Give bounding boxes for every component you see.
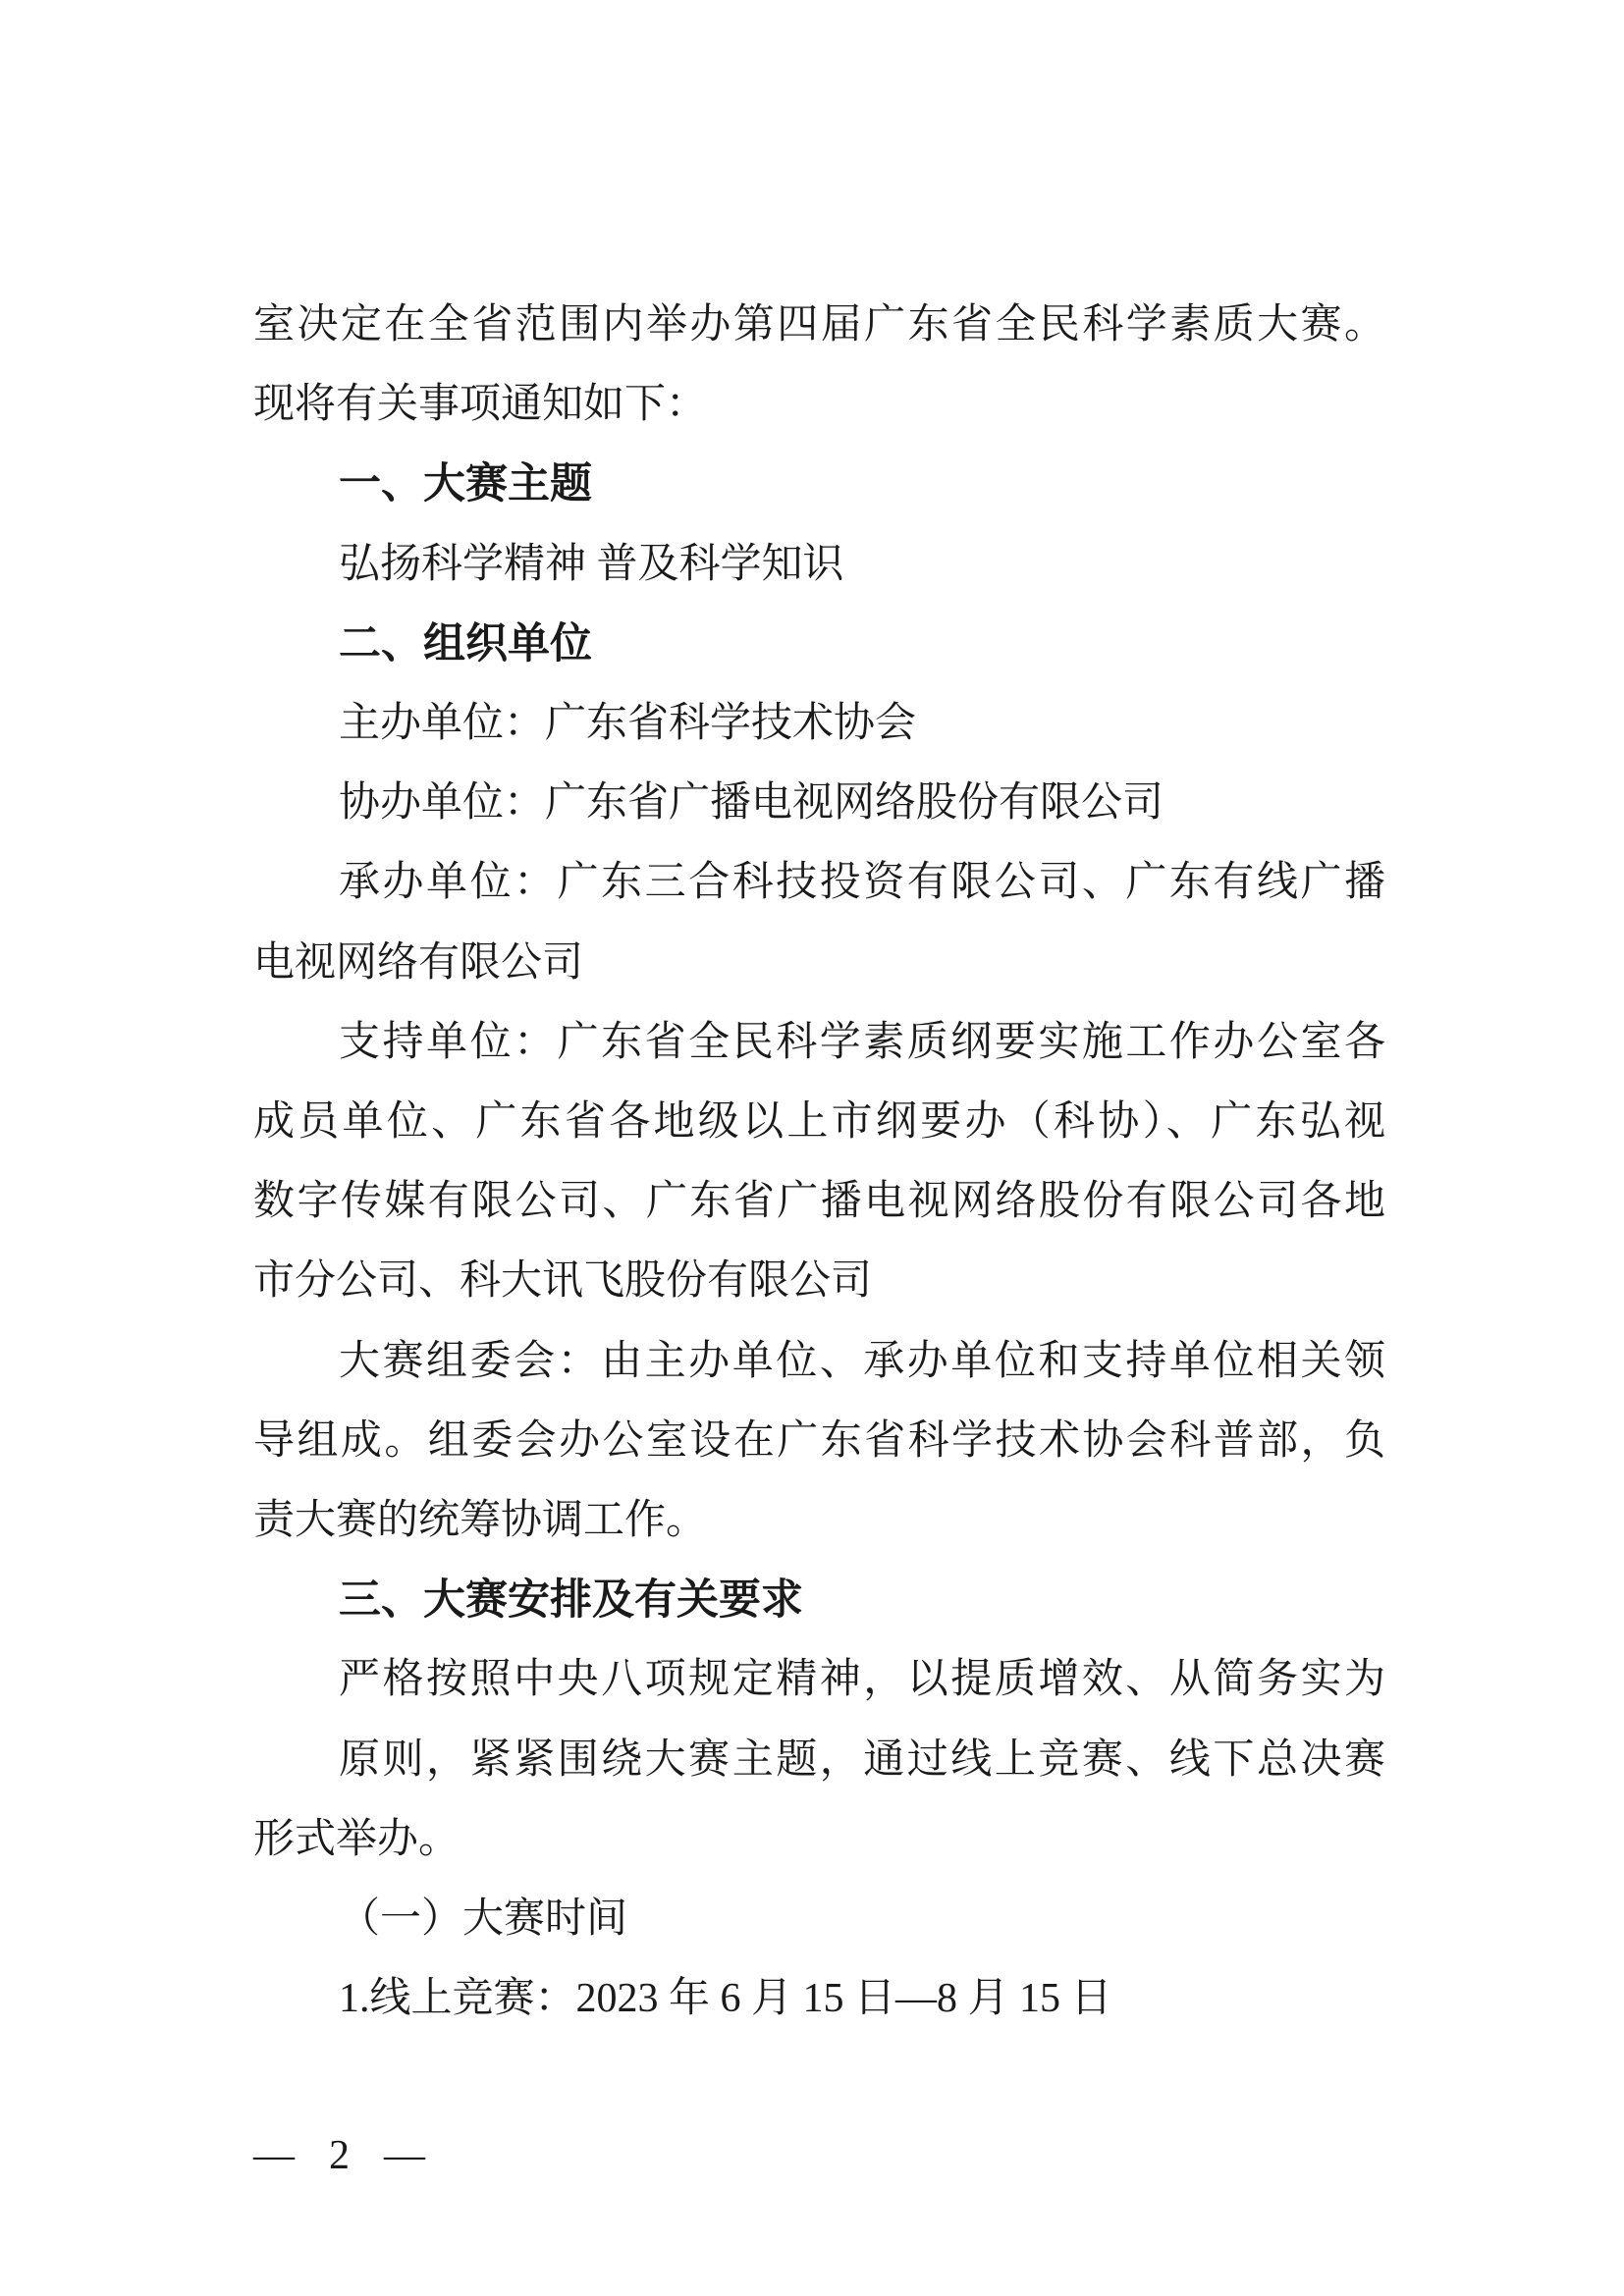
text-line: 1.线上竞赛：2023 年 6 月 15 日—8 月 15 日 [339, 1976, 1112, 2021]
section-heading: 一、大赛主题 [339, 460, 592, 507]
text-line: 严格按照中央八项规定精神，以提质增效、从简务实为 [339, 1657, 1385, 1702]
text-line: 电视网络有限公司 [253, 940, 584, 986]
text-line: 室决定在全省范围内举办第四届广东省全民科学素质大赛。 [253, 302, 1385, 347]
text-line: 承办单位：广东三合科技投资有限公司、广东有线广播 [339, 860, 1385, 905]
text-line: 弘扬科学精神 普及科学知识 [339, 542, 844, 587]
text-line: 责大赛的统筹协调工作。 [253, 1498, 708, 1543]
section-heading: 二、组织单位 [339, 620, 592, 667]
text-line: 大赛组委会：由主办单位、承办单位和支持单位相关领 [339, 1339, 1385, 1384]
text-line: 市分公司、科大讯飞股份有限公司 [253, 1258, 873, 1304]
text-line: 协办单位：广东省广播电视网络股份有限公司 [339, 780, 1164, 826]
text-line: 数字传媒有限公司、广东省广播电视网络股份有限公司各地 [253, 1179, 1385, 1224]
page-number [253, 2123, 425, 2188]
text-line: 现将有关事项通知如下： [253, 382, 708, 427]
text-line: 形式举办。 [253, 1817, 460, 1862]
text-line: 成员单位、广东省各地级以上市纲要办（科协）、广东弘视 [253, 1099, 1385, 1145]
page-number-dash-right: — [384, 2133, 425, 2178]
text-line: 导组成。组委会办公室设在广东省科学技术协会科普部，负 [253, 1418, 1385, 1464]
page-number-dash-left: — [253, 2133, 295, 2178]
section-heading: 三、大赛安排及有关要求 [339, 1576, 803, 1624]
text-line: 主办单位：广东省科学技术协会 [339, 701, 917, 746]
page-number-value: 2 [329, 2133, 350, 2178]
text-line: 原则，紧紧围绕大赛主题，通过线上竞赛、线下总决赛 [339, 1737, 1385, 1783]
text-line: 支持单位：广东省全民科学素质纲要实施工作办公室各 [339, 1020, 1385, 1065]
text-line: （一）大赛时间 [339, 1896, 628, 1942]
